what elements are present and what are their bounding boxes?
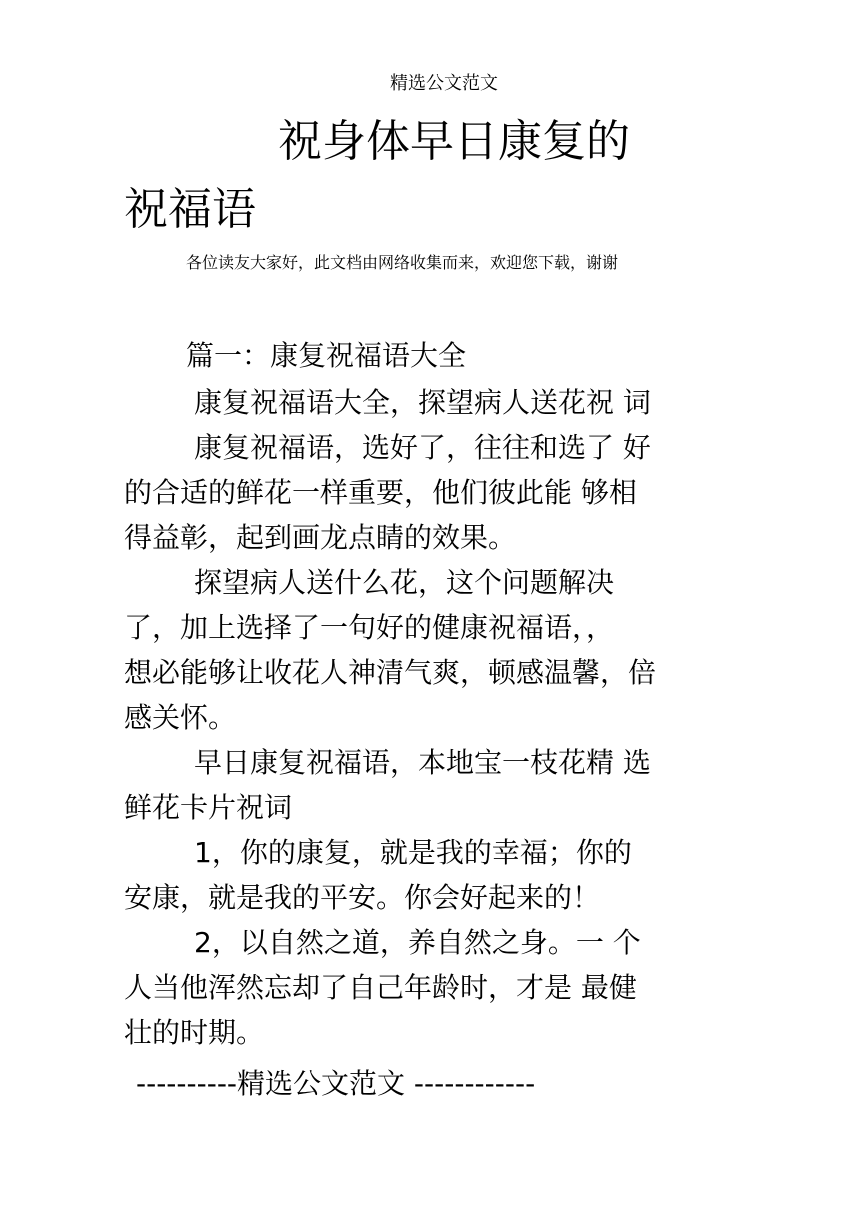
body-line: 康复祝福语大全，探望病人送花祝 词 xyxy=(194,386,651,419)
document-title-line-2: 祝福语 xyxy=(124,184,256,235)
body-line: 2，以自然之道，养自然之身。一 个 xyxy=(194,926,641,959)
body-line: 想必能够让收花人神清气爽，顿感温馨，倍 xyxy=(124,656,657,689)
body-line: 得益彰，起到画龙点睛的效果。 xyxy=(124,521,517,554)
body-line: 康复祝福语，选好了，往往和选了 好 xyxy=(194,431,651,464)
body-line: 探望病人送什么花，这个问题解决 xyxy=(194,566,615,599)
page-header: 精选公文范文 xyxy=(390,73,498,94)
document-title-line-1: 祝身体早日康复的 xyxy=(278,116,630,167)
body-line: 了，加上选择了一句好的健康祝福语，， xyxy=(124,611,615,644)
intro-note: 各位读友大家好，此文档由网络收集而来，欢迎您下载，谢谢 xyxy=(186,253,619,272)
body-line: 人当他浑然忘却了自己年龄时，才是 最健 xyxy=(124,971,637,1004)
body-line: 的合适的鲜花一样重要，他们彼此能 够相 xyxy=(124,476,637,509)
body-line: 早日康复祝福语，本地宝一枝花精 选 xyxy=(194,746,651,779)
page-footer: ----------精选公文范文 ------------ xyxy=(136,1067,536,1100)
body-text xyxy=(124,380,724,1055)
body-line: 感关怀。 xyxy=(124,701,237,734)
body-line: 鲜花卡片祝词 xyxy=(124,791,293,824)
body-line: 壮的时期。 xyxy=(124,1016,265,1049)
body-line: 安康，就是我的平安。你会好起来的！ xyxy=(124,881,601,914)
section-heading: 篇一：康复祝福语大全 xyxy=(186,339,467,372)
body-line: 1，你的康复，就是我的幸福；你的 xyxy=(194,836,632,869)
